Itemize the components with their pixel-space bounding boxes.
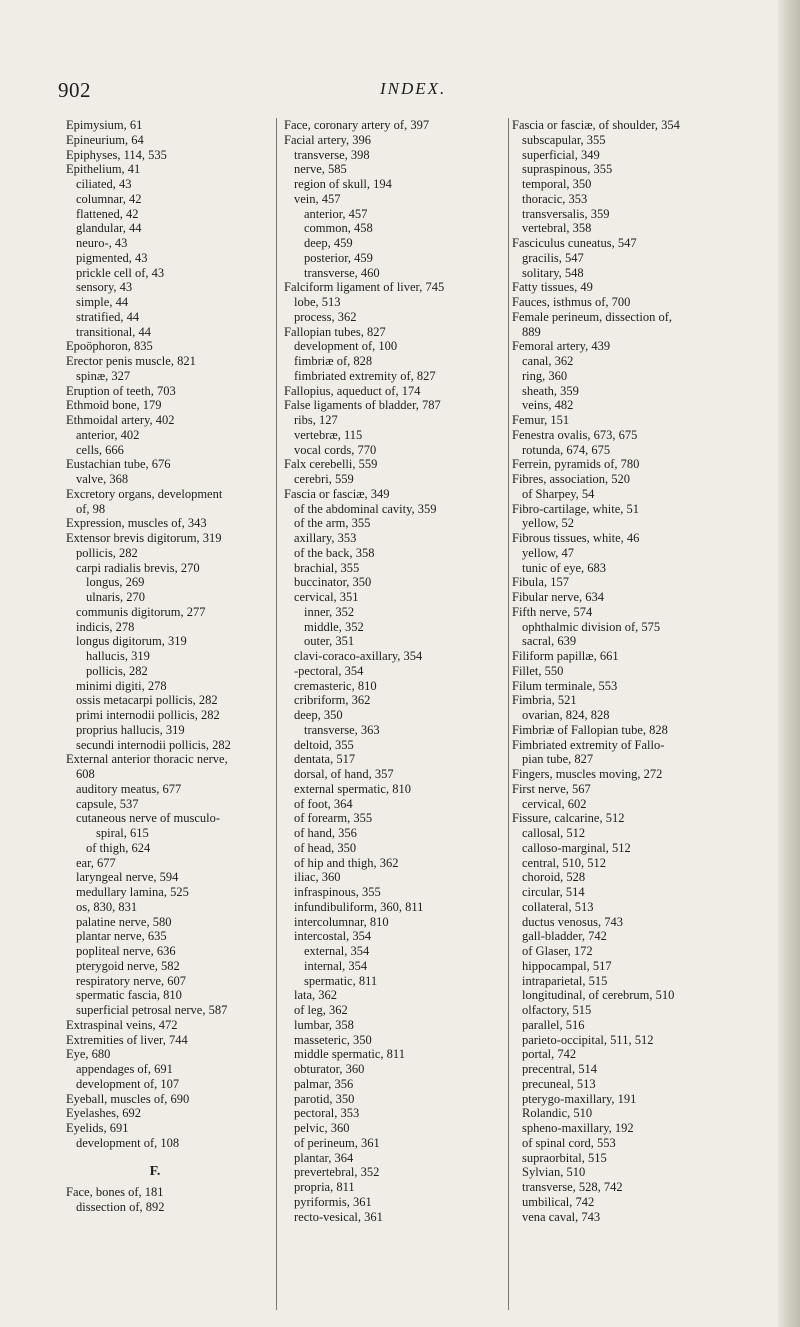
index-subentry: deep, 459 [304,236,353,250]
index-subentry: of, 98 [76,501,106,516]
index-subentry: 608 [76,767,95,781]
index-subentry: pelvic, 360 [294,1121,350,1135]
page-edge-shadow [778,0,800,1327]
index-subentry: thoracic, 353 [522,191,588,206]
index-subentry: supraorbital, 515 [522,1150,607,1165]
index-subentry: fimbriated extremity of, 827 [294,368,436,383]
index-subentry: palatine nerve, 580 [76,914,172,929]
index-subentry: pollicis, 282 [86,663,148,678]
index-subentry: Sylvian, 510 [522,1165,586,1180]
index-entry: Fibres, association, 520 [512,472,631,486]
index-subentry: ribs, 127 [294,413,338,427]
index-subentry: ductus venosus, 743 [522,914,624,929]
index-column-3 [512,118,774,1318]
index-entry: Fillet, 550 [512,663,564,678]
index-subentry: spermatic, 811 [304,973,378,988]
index-entry: Female perineum, dissection of, [512,309,673,324]
index-subentry: pterygo-maxillary, 191 [522,1091,637,1106]
index-subentry: cervical, 351 [294,590,359,604]
index-subentry: clavi-coraco-axillary, 354 [294,649,423,663]
index-subentry: ophthalmic division of, 575 [522,619,661,634]
index-subentry: neuro-, 43 [76,236,128,250]
index-subentry: Rolandic, 510 [522,1106,593,1121]
index-subentry: 889 [522,324,541,339]
index-subentry: fimbriæ of, 828 [294,354,373,368]
index-subentry: middle, 352 [304,619,364,634]
index-entry: Fallopian tubes, 827 [284,324,386,339]
index-entry: First nerve, 567 [512,781,591,796]
index-subentry: parotid, 350 [294,1091,355,1106]
index-subentry: appendages of, 691 [76,1062,173,1076]
index-subentry: tunic of eye, 683 [522,560,607,575]
column-divider [276,118,277,1310]
index-entry: Eyelids, 691 [66,1121,129,1135]
index-subentry: calloso-marginal, 512 [522,840,631,855]
index-subentry: gall-bladder, 742 [522,929,607,944]
index-subentry: indicis, 278 [76,619,135,634]
index-subentry: plantar nerve, 635 [76,929,167,944]
index-subentry: transverse, 398 [294,147,370,162]
index-subentry: collateral, 513 [522,899,594,914]
index-subentry: spiral, 615 [96,826,149,840]
index-subentry: brachial, 355 [294,560,360,575]
index-subentry: common, 458 [304,221,373,236]
index-subentry: minimi digiti, 278 [76,678,167,693]
index-subentry: of the back, 358 [294,545,375,560]
index-entry: Extraspinal veins, 472 [66,1017,178,1032]
index-entry: Epoöphoron, 835 [66,339,153,354]
index-subentry: ciliated, 43 [76,177,132,191]
index-column-3-entries [512,118,774,1224]
index-subentry: axillary, 353 [294,531,357,545]
index-subentry: deltoid, 355 [294,737,354,752]
index-entry: Fingers, muscles moving, 272 [512,767,663,781]
index-subentry: pterygoid nerve, 582 [76,958,180,973]
index-subentry: -pectoral, 354 [294,663,364,678]
index-entry: Ethmoidal artery, 402 [66,413,175,427]
index-subentry: cervical, 602 [522,796,587,811]
index-entry: Fauces, isthmus of, 700 [512,295,631,309]
index-subentry: temporal, 350 [522,177,592,191]
index-subentry: prickle cell of, 43 [76,265,165,280]
index-subentry: lobe, 513 [294,295,341,309]
index-subentry: of leg, 362 [294,1003,348,1017]
index-subentry: internal, 354 [304,958,368,973]
index-subentry: development of, 100 [294,339,398,354]
index-subentry: infraspinous, 355 [294,885,381,899]
index-subentry: of forearm, 355 [294,811,373,826]
index-subentry: popliteal nerve, 636 [76,944,176,958]
index-subentry: hippocampal, 517 [522,958,612,973]
index-subentry: inner, 352 [304,604,355,619]
index-subentry: transversalis, 359 [522,206,610,221]
index-entry: External anterior thoracic nerve, [66,752,228,767]
index-column-1-entries [66,118,274,1151]
index-subentry: gracilis, 547 [522,250,584,265]
index-entry: Excretory organs, development [66,486,223,501]
index-entry: Femur, 151 [512,413,570,427]
index-subentry: masseteric, 350 [294,1032,372,1047]
index-subentry: vocal cords, 770 [294,442,377,457]
index-entry: Fascia or fasciæ, 349 [284,486,390,501]
index-entry: Fifth nerve, 574 [512,604,593,619]
index-entry: Fenestra ovalis, 673, 675 [512,427,638,442]
index-subentry: longitudinal, of cerebrum, 510 [522,988,675,1003]
index-entry: Fimbriated extremity of Fallo- [512,737,665,752]
index-subentry: superficial petrosal nerve, 587 [76,1003,228,1017]
index-subentry: anterior, 402 [76,427,140,442]
index-subentry: of foot, 364 [294,796,353,811]
index-subentry: dissection of, 892 [76,1200,165,1214]
index-subentry: palmar, 356 [294,1076,354,1091]
index-subentry: rotunda, 674, 675 [522,442,611,457]
index-subentry: os, 830, 831 [76,899,138,914]
index-subentry: prevertebral, 352 [294,1165,380,1180]
page-number: 902 [58,78,91,102]
index-subentry: portal, 742 [522,1047,577,1062]
index-column-1-section-f-entries [66,1185,274,1215]
index-subentry: columnar, 42 [76,191,142,206]
index-subentry: of hip and thigh, 362 [294,855,399,870]
index-subentry: cribriform, 362 [294,693,371,708]
index-subentry: development of, 108 [76,1135,180,1150]
index-subentry: carpi radialis brevis, 270 [76,560,200,575]
index-entry: Falciform ligament of liver, 745 [284,280,445,295]
column-divider [508,118,509,1310]
index-subentry: spermatic fascia, 810 [76,988,182,1003]
index-subentry: outer, 351 [304,634,355,649]
index-entry: Epiphyses, 114, 535 [66,147,167,162]
index-columns [0,118,780,1323]
index-subentry: ear, 677 [76,855,116,870]
index-subentry: ring, 360 [522,368,568,383]
index-subentry: olfactory, 515 [522,1003,592,1017]
index-subentry: infundibuliform, 360, 811 [294,899,424,914]
index-subentry: communis digitorum, 277 [76,604,206,619]
index-subentry: central, 510, 512 [522,855,607,870]
index-entry: Epineurium, 64 [66,132,144,147]
index-subentry: process, 362 [294,309,357,324]
index-subentry: transverse, 460 [304,265,380,280]
index-subentry: lata, 362 [294,988,338,1003]
index-column-2 [284,118,506,1318]
index-subentry: pectoral, 353 [294,1106,360,1121]
index-subentry: intraparietal, 515 [522,973,608,988]
index-subentry: propria, 811 [294,1180,355,1194]
index-subentry: spinæ, 327 [76,368,131,383]
index-subentry: of spinal cord, 553 [522,1135,616,1150]
index-subentry: pian tube, 827 [522,752,594,767]
index-entry: Epithelium, 41 [66,162,141,177]
index-subentry: precuneal, 513 [522,1076,596,1091]
index-subentry: of thigh, 624 [86,840,151,855]
index-subentry: dentata, 517 [294,752,356,767]
index-entry: Epimysium, 61 [66,118,143,132]
index-subentry: valve, 368 [76,472,129,486]
index-subentry: transitional, 44 [76,324,151,339]
index-subentry: secundi internodii pollicis, 282 [76,737,231,752]
index-subentry: dorsal, of hand, 357 [294,767,394,781]
index-entry: False ligaments of bladder, 787 [284,398,441,413]
index-subentry: sheath, 359 [522,383,579,398]
index-subentry: simple, 44 [76,295,129,309]
index-subentry: circular, 514 [522,885,585,899]
index-entry: Facial artery, 396 [284,132,371,147]
index-entry: Eyelashes, 692 [66,1106,141,1121]
index-subentry: parieto-occipital, 511, 512 [522,1032,654,1047]
index-subentry: obturator, 360 [294,1062,365,1076]
index-subentry: precentral, 514 [522,1062,597,1076]
index-subentry: cells, 666 [76,442,124,457]
index-subentry: proprius hallucis, 319 [76,722,185,737]
index-subentry: yellow, 52 [522,516,574,531]
index-entry: Fibula, 157 [512,575,569,590]
index-subentry: intercostal, 354 [294,929,372,944]
index-subentry: longus, 269 [86,575,145,590]
index-entry: Face, coronary artery of, 397 [284,118,430,132]
index-subentry: buccinator, 350 [294,575,372,590]
index-subentry: longus digitorum, 319 [76,634,187,649]
index-subentry: recto-vesical, 361 [294,1209,383,1224]
index-entry: Extensor brevis digitorum, 319 [66,531,222,545]
index-column-1 [66,118,274,1318]
index-subentry: posterior, 459 [304,250,373,265]
index-subentry: of Glaser, 172 [522,944,593,958]
index-subentry: respiratory nerve, 607 [76,973,187,988]
index-entry: Ferrein, pyramids of, 780 [512,457,640,472]
index-subentry: flattened, 42 [76,206,139,221]
section-letter: F. [149,1163,161,1179]
index-entry: Fimbriæ of Fallopian tube, 828 [512,722,668,737]
index-subentry: of the arm, 355 [294,516,371,531]
index-subentry: of perineum, 361 [294,1135,380,1150]
index-subentry: pollicis, 282 [76,545,138,560]
index-subentry: of Sharpey, 54 [522,486,595,501]
index-subentry: umbilical, 742 [522,1194,595,1209]
index-subentry: primi internodii pollicis, 282 [76,708,220,722]
index-subentry: yellow, 47 [522,545,574,560]
index-subentry: hallucis, 319 [86,649,150,663]
index-subentry: spheno-maxillary, 192 [522,1121,634,1135]
index-entry: Extremities of liver, 744 [66,1032,188,1047]
index-subentry: ovarian, 824, 828 [522,708,610,722]
index-subentry: vertebræ, 115 [294,427,363,442]
index-subentry: supraspinous, 355 [522,162,613,177]
index-subentry: external spermatic, 810 [294,781,411,796]
index-subentry: pigmented, 43 [76,250,148,265]
index-entry: Fibular nerve, 634 [512,590,604,604]
index-subentry: lumbar, 358 [294,1017,354,1032]
index-subentry: callosal, 512 [522,826,586,840]
index-entry: Fibro-cartilage, white, 51 [512,501,640,516]
index-subentry: sacral, 639 [522,634,577,649]
index-subentry: external, 354 [304,944,370,958]
index-subentry: choroid, 528 [522,870,586,885]
running-title: INDEX. [380,79,447,98]
index-entry: Fascia or fasciæ, of shoulder, 354 [512,118,680,132]
index-subentry: sensory, 43 [76,280,133,295]
index-subentry: deep, 350 [294,708,343,722]
index-subentry: solitary, 548 [522,265,584,280]
index-entry: Eruption of teeth, 703 [66,383,176,398]
index-entry: Fimbria, 521 [512,693,577,708]
index-entry: Fallopius, aqueduct of, 174 [284,383,421,398]
index-subentry: region of skull, 194 [294,177,392,191]
index-subentry: nerve, 585 [294,162,347,177]
index-subentry: vertebral, 358 [522,221,592,236]
index-subentry: of the abdominal cavity, 359 [294,501,437,516]
index-subentry: auditory meatus, 677 [76,781,182,796]
index-entry: Face, bones of, 181 [66,1185,164,1200]
index-subentry: vein, 457 [294,191,341,206]
index-subentry: stratified, 44 [76,309,140,324]
index-entry: Fissure, calcarine, 512 [512,811,625,826]
index-subentry: pyriformis, 361 [294,1194,372,1209]
index-subentry: transverse, 528, 742 [522,1180,623,1194]
index-subentry: canal, 362 [522,354,574,368]
index-subentry: veins, 482 [522,398,574,413]
index-subentry: cremasteric, 810 [294,678,377,693]
index-subentry: ossis metacarpi pollicis, 282 [76,693,218,708]
index-entry: Expression, muscles of, 343 [66,516,207,531]
index-subentry: medullary lamina, 525 [76,885,189,899]
index-subentry: parallel, 516 [522,1017,585,1032]
index-entry: Fatty tissues, 49 [512,280,593,295]
index-subentry: superficial, 349 [522,147,600,162]
index-subentry: transverse, 363 [304,722,380,737]
index-entry: Ethmoid bone, 179 [66,398,162,413]
index-entry: Fibrous tissues, white, 46 [512,531,640,545]
index-subentry: anterior, 457 [304,206,368,221]
index-entry: Fasciculus cuneatus, 547 [512,236,637,250]
index-subentry: of head, 350 [294,840,357,855]
index-subentry: ulnaris, 270 [86,590,146,604]
index-subentry: of hand, 356 [294,826,357,840]
index-subentry: cutaneous nerve of musculo- [76,811,221,826]
index-subentry: subscapular, 355 [522,132,606,147]
index-subentry: cerebri, 559 [294,472,354,486]
index-entry: Filum terminale, 553 [512,678,618,693]
page-header [0,78,780,106]
index-subentry: glandular, 44 [76,221,142,236]
index-entry: Falx cerebelli, 559 [284,457,378,472]
index-entry: Eye, 680 [66,1047,111,1062]
index-subentry: capsule, 537 [76,796,139,811]
index-subentry: middle spermatic, 811 [294,1047,405,1062]
index-subentry: plantar, 364 [294,1150,354,1165]
index-subentry: iliac, 360 [294,870,341,885]
index-entry: Eyeball, muscles of, 690 [66,1091,190,1106]
index-subentry: intercolumnar, 810 [294,914,389,929]
index-subentry: laryngeal nerve, 594 [76,870,179,885]
index-entry: Filiform papillæ, 661 [512,649,619,663]
index-column-2-entries [284,118,506,1224]
index-entry: Femoral artery, 439 [512,339,611,354]
index-subentry: development of, 107 [76,1076,180,1091]
index-entry: Erector penis muscle, 821 [66,354,196,368]
index-entry: Eustachian tube, 676 [66,457,171,472]
index-subentry: vena caval, 743 [522,1209,601,1224]
